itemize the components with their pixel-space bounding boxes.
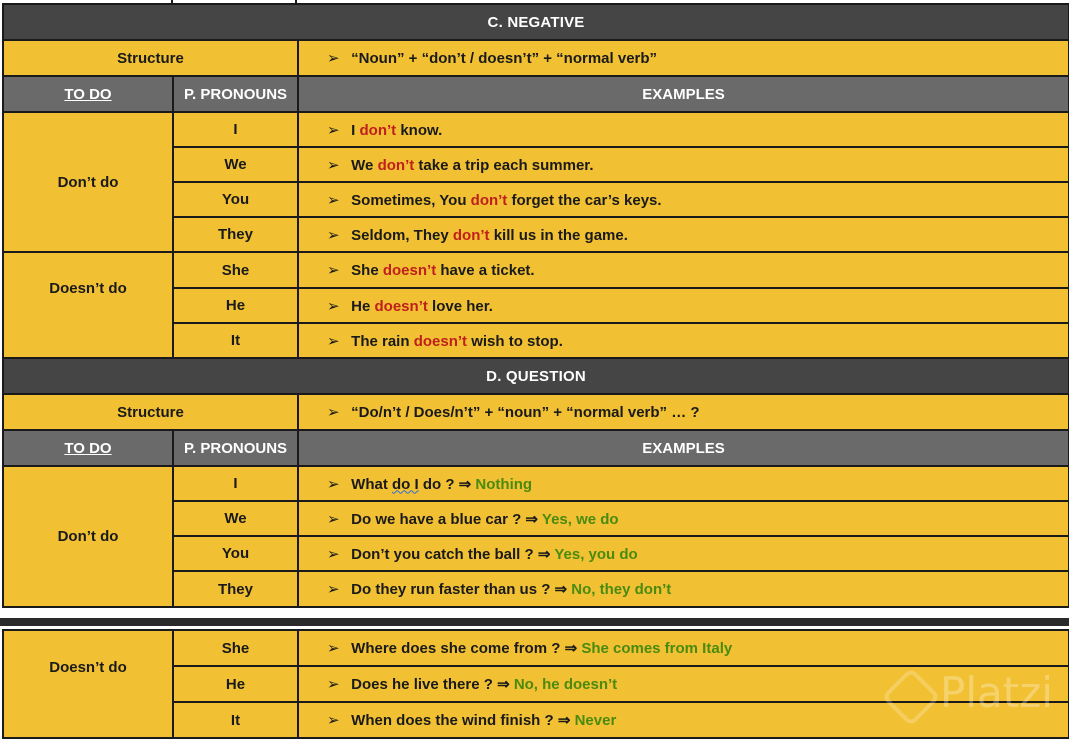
example-cell: ➢ What do I do ? ⇒ Nothing bbox=[298, 466, 1069, 501]
bullet-arrow-icon: ➢ bbox=[327, 545, 340, 563]
example-cell: ➢ She doesn’t have a ticket. bbox=[298, 252, 1069, 288]
bullet-arrow-icon: ➢ bbox=[327, 581, 340, 598]
section-title-negative: C. NEGATIVE bbox=[3, 4, 1069, 40]
watermark: Platzi bbox=[940, 668, 1053, 717]
example-cell: ➢ Sometimes, You don’t forget the car’s keys. bbox=[298, 182, 1069, 217]
group-label-doesnt-do: Doesn’t do bbox=[3, 252, 173, 358]
bullet-arrow-icon: ➢ bbox=[327, 156, 340, 174]
pronoun-cell: She bbox=[173, 252, 298, 288]
pronoun-cell: I bbox=[173, 466, 298, 501]
implies-icon: ⇒ bbox=[537, 545, 551, 563]
bullet-arrow-icon: ➢ bbox=[327, 262, 340, 279]
pronoun-cell: You bbox=[173, 536, 298, 571]
header-to-do: TO DO bbox=[3, 76, 173, 112]
pronoun-cell: We bbox=[173, 147, 298, 182]
bullet-arrow-icon: ➢ bbox=[327, 50, 340, 67]
example-cell: ➢ He doesn’t love her. bbox=[298, 288, 1069, 323]
pronoun-cell: I bbox=[173, 112, 298, 147]
bullet-arrow-icon: ➢ bbox=[327, 475, 340, 493]
example-cell: ➢ We don’t take a trip each summer. bbox=[298, 147, 1069, 182]
bullet-arrow-icon: ➢ bbox=[327, 332, 340, 350]
implies-icon: ⇒ bbox=[557, 712, 571, 729]
pronoun-cell: He bbox=[173, 666, 298, 702]
bullet-arrow-icon: ➢ bbox=[327, 226, 340, 244]
bullet-arrow-icon: ➢ bbox=[327, 404, 340, 421]
structure-formula: ➢ “Noun” + “don’t / doesn’t” + “normal verb” bbox=[298, 40, 1069, 76]
example-cell: ➢ Seldom, They don’t kill us in the game. bbox=[298, 217, 1069, 252]
bullet-arrow-icon: ➢ bbox=[327, 640, 340, 657]
group-label-dont-do: Don’t do bbox=[3, 466, 173, 607]
group-label-dont-do: Don’t do bbox=[3, 112, 173, 252]
group-label-doesnt-do: Doesn’t do bbox=[3, 630, 173, 738]
example-cell: ➢ I don’t know. bbox=[298, 112, 1069, 147]
example-cell: ➢ Does he live there ? ⇒ No, he doesn’t bbox=[298, 666, 1069, 702]
pronoun-cell: They bbox=[173, 571, 298, 607]
header-pronouns: P. PRONOUNS bbox=[173, 430, 298, 466]
example-cell: ➢ The rain doesn’t wish to stop. bbox=[298, 323, 1069, 358]
section-title-question: D. QUESTION bbox=[3, 358, 1069, 394]
bullet-arrow-icon: ➢ bbox=[327, 676, 340, 693]
example-cell: ➢ Do we have a blue car ? ⇒ Yes, we do bbox=[298, 501, 1069, 536]
table-separator-bar bbox=[0, 618, 1069, 626]
implies-icon: ⇒ bbox=[525, 510, 538, 528]
pronoun-cell: He bbox=[173, 288, 298, 323]
example-cell: ➢ Do they run faster than us ? ⇒ No, they don’t bbox=[298, 571, 1069, 607]
bullet-arrow-icon: ➢ bbox=[327, 510, 340, 528]
structure-label: Structure bbox=[3, 40, 298, 76]
pronoun-cell: We bbox=[173, 501, 298, 536]
header-to-do: TO DO bbox=[3, 430, 173, 466]
header-examples: EXAMPLES bbox=[298, 430, 1069, 466]
pronoun-cell: You bbox=[173, 182, 298, 217]
structure-formula: ➢ “Do/n’t / Does/n’t” + “noun” + “normal verb” … ? bbox=[298, 394, 1069, 430]
example-cell: ➢ Where does she come from ? ⇒ She comes from Italy bbox=[298, 630, 1069, 666]
bullet-arrow-icon: ➢ bbox=[327, 297, 340, 315]
example-cell: ➢ Don’t you catch the ball ? ⇒ Yes, you do bbox=[298, 536, 1069, 571]
implies-icon: ⇒ bbox=[554, 581, 568, 598]
grammar-table-main bbox=[2, 3, 1069, 608]
implies-icon: ⇒ bbox=[458, 475, 472, 493]
bullet-arrow-icon: ➢ bbox=[327, 191, 340, 209]
bullet-arrow-icon: ➢ bbox=[327, 121, 340, 139]
example-cell: ➢ When does the wind finish ? ⇒ Never bbox=[298, 702, 1069, 738]
implies-icon: ⇒ bbox=[564, 640, 578, 657]
pronoun-cell: She bbox=[173, 630, 298, 666]
pronoun-cell: It bbox=[173, 323, 298, 358]
header-examples: EXAMPLES bbox=[298, 76, 1069, 112]
structure-label: Structure bbox=[3, 394, 298, 430]
pronoun-cell: It bbox=[173, 702, 298, 738]
header-pronouns: P. PRONOUNS bbox=[173, 76, 298, 112]
implies-icon: ⇒ bbox=[497, 676, 510, 693]
bullet-arrow-icon: ➢ bbox=[327, 712, 340, 729]
pronoun-cell: They bbox=[173, 217, 298, 252]
